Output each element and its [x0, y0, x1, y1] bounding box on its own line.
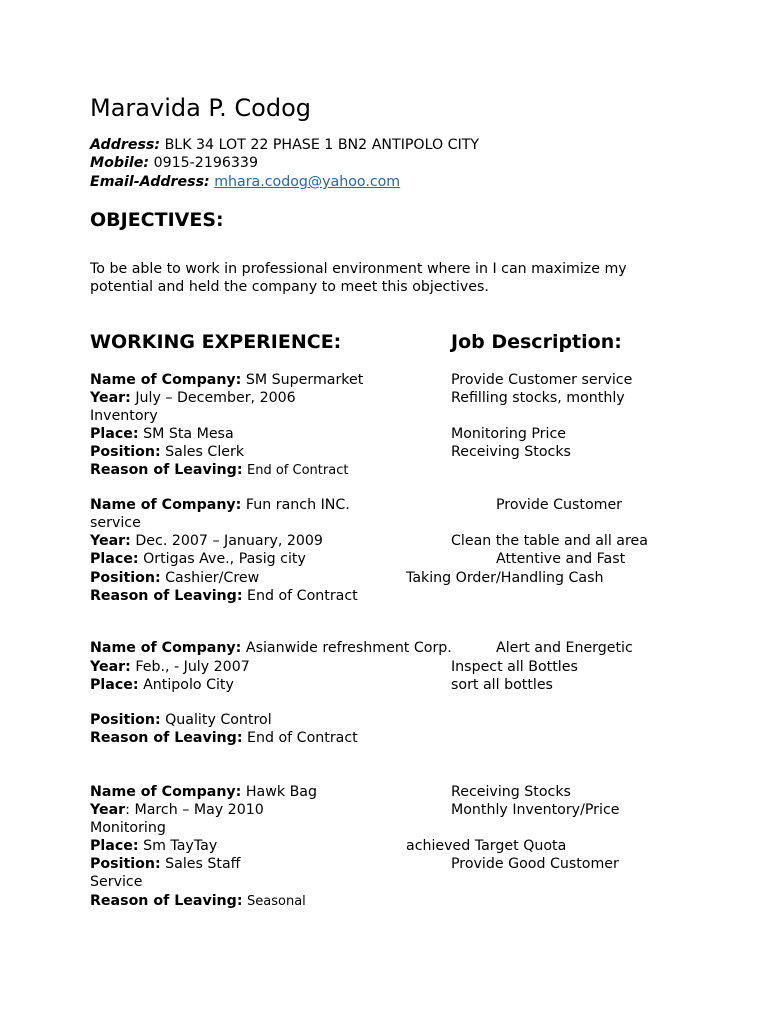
job4-position: Sales Staff — [165, 856, 241, 872]
job3-year-line: Year: Feb., - July 2007 — [90, 659, 250, 675]
job4-desc-4a: Provide Good Customer — [451, 856, 619, 872]
job3-company-line: Name of Company: Asianwide refreshment Corp. — [90, 640, 452, 656]
job3-desc-1: Alert and Energetic — [496, 640, 633, 656]
job2-desc-1b: service — [90, 515, 141, 531]
job4-reason: Seasonal — [247, 894, 306, 909]
applicant-name: Maravida P. Codog — [90, 94, 312, 122]
job2-company-line: Name of Company: Fun ranch INC. — [90, 497, 350, 513]
job2-company: Fun ranch INC. — [245, 497, 350, 513]
job4-desc-4b: Service — [90, 874, 143, 890]
job1-desc-1: Provide Customer service — [451, 372, 633, 388]
job4-company: Hawk Bag — [245, 784, 317, 800]
job2-year-line: Year: Dec. 2007 – January, 2009 — [90, 533, 323, 549]
job2-desc-1a: Provide Customer — [496, 497, 623, 513]
job3-position: Quality Control — [165, 712, 272, 728]
job3-position-line: Position: Quality Control — [90, 712, 272, 728]
job2-place: Ortigas Ave., Pasig city — [143, 551, 306, 567]
job3-desc-2: Inspect all Bottles — [451, 659, 578, 675]
job2-desc-3: Attentive and Fast — [496, 551, 626, 567]
address-label: Address: — [90, 137, 161, 153]
job3-reason: End of Contract — [247, 730, 358, 746]
job2-reason-line: Reason of Leaving: End of Contract — [90, 588, 358, 604]
job4-desc-1: Receiving Stocks — [451, 784, 571, 800]
objectives-line-1: To be able to work in professional environment where in I can maximize my — [90, 261, 627, 277]
job2-desc-4: Taking Order/Handling Cash — [406, 570, 604, 586]
objectives-heading: OBJECTIVES: — [90, 209, 224, 231]
job2-place-line: Place: Ortigas Ave., Pasig city — [90, 551, 306, 567]
job4-place-line: Place: Sm TayTay — [90, 838, 218, 854]
job4-position-line: Position: Sales Staff — [90, 856, 241, 872]
objectives-line-2: potential and held the company to meet this objectives. — [90, 279, 489, 295]
email-line — [90, 173, 400, 191]
job2-desc-2: Clean the table and all area — [451, 533, 648, 549]
job3-year: Feb., - July 2007 — [135, 659, 250, 675]
job1-place: SM Sta Mesa — [143, 426, 234, 442]
job3-desc-3: sort all bottles — [451, 677, 553, 693]
address-line — [90, 136, 479, 154]
job4-company-line: Name of Company: Hawk Bag — [90, 784, 317, 800]
job1-desc-3: Monitoring Price — [451, 426, 566, 442]
job1-position: Sales Clerk — [165, 444, 245, 460]
job1-place-line: Place: SM Sta Mesa — [90, 426, 234, 442]
job2-position: Cashier/Crew — [165, 570, 260, 586]
job1-company-line: Name of Company: SM Supermarket — [90, 372, 364, 388]
mobile-value: 0915-2196339 — [153, 155, 258, 171]
email-link[interactable]: mhara.codog@yahoo.com — [214, 174, 401, 190]
address-value: BLK 34 LOT 22 PHASE 1 BN2 ANTIPOLO CITY — [164, 137, 480, 153]
job1-desc-2a: Refilling stocks, monthly — [451, 390, 625, 406]
job1-desc-2b: Inventory — [90, 408, 158, 424]
job1-year-line: Year: July – December, 2006 — [90, 390, 296, 406]
job1-reason-line: Reason of Leaving: End of Contract — [90, 462, 349, 478]
mobile-line — [90, 154, 258, 172]
job1-year: July – December, 2006 — [135, 390, 296, 406]
job1-company: SM Supermarket — [245, 372, 364, 388]
job-description-heading: Job Description: — [451, 331, 622, 353]
working-experience-heading: WORKING EXPERIENCE: — [90, 331, 342, 353]
job4-year-line: Year: March – May 2010 — [90, 802, 264, 818]
job1-desc-4: Receiving Stocks — [451, 444, 571, 460]
mobile-label: Mobile: — [90, 155, 150, 171]
job4-place: Sm TayTay — [143, 838, 218, 854]
job2-year: Dec. 2007 – January, 2009 — [135, 533, 323, 549]
job4-reason-line: Reason of Leaving: Seasonal — [90, 893, 306, 909]
job4-desc-2b: Monitoring — [90, 820, 166, 836]
job4-desc-3: achieved Target Quota — [406, 838, 567, 854]
job3-place: Antipolo City — [143, 677, 234, 693]
job1-position-line: Position: Sales Clerk — [90, 444, 245, 460]
job3-company: Asianwide refreshment Corp. — [245, 640, 452, 656]
job2-reason: End of Contract — [247, 588, 358, 604]
job3-place-line: Place: Antipolo City — [90, 677, 234, 693]
job1-reason: End of Contract — [247, 463, 349, 478]
job3-reason-line: Reason of Leaving: End of Contract — [90, 730, 358, 746]
job4-desc-2a: Monthly Inventory/Price — [451, 802, 620, 818]
email-label: Email-Address: — [90, 174, 210, 190]
job4-year: : March – May 2010 — [125, 802, 264, 818]
job2-position-line: Position: Cashier/Crew — [90, 570, 260, 586]
